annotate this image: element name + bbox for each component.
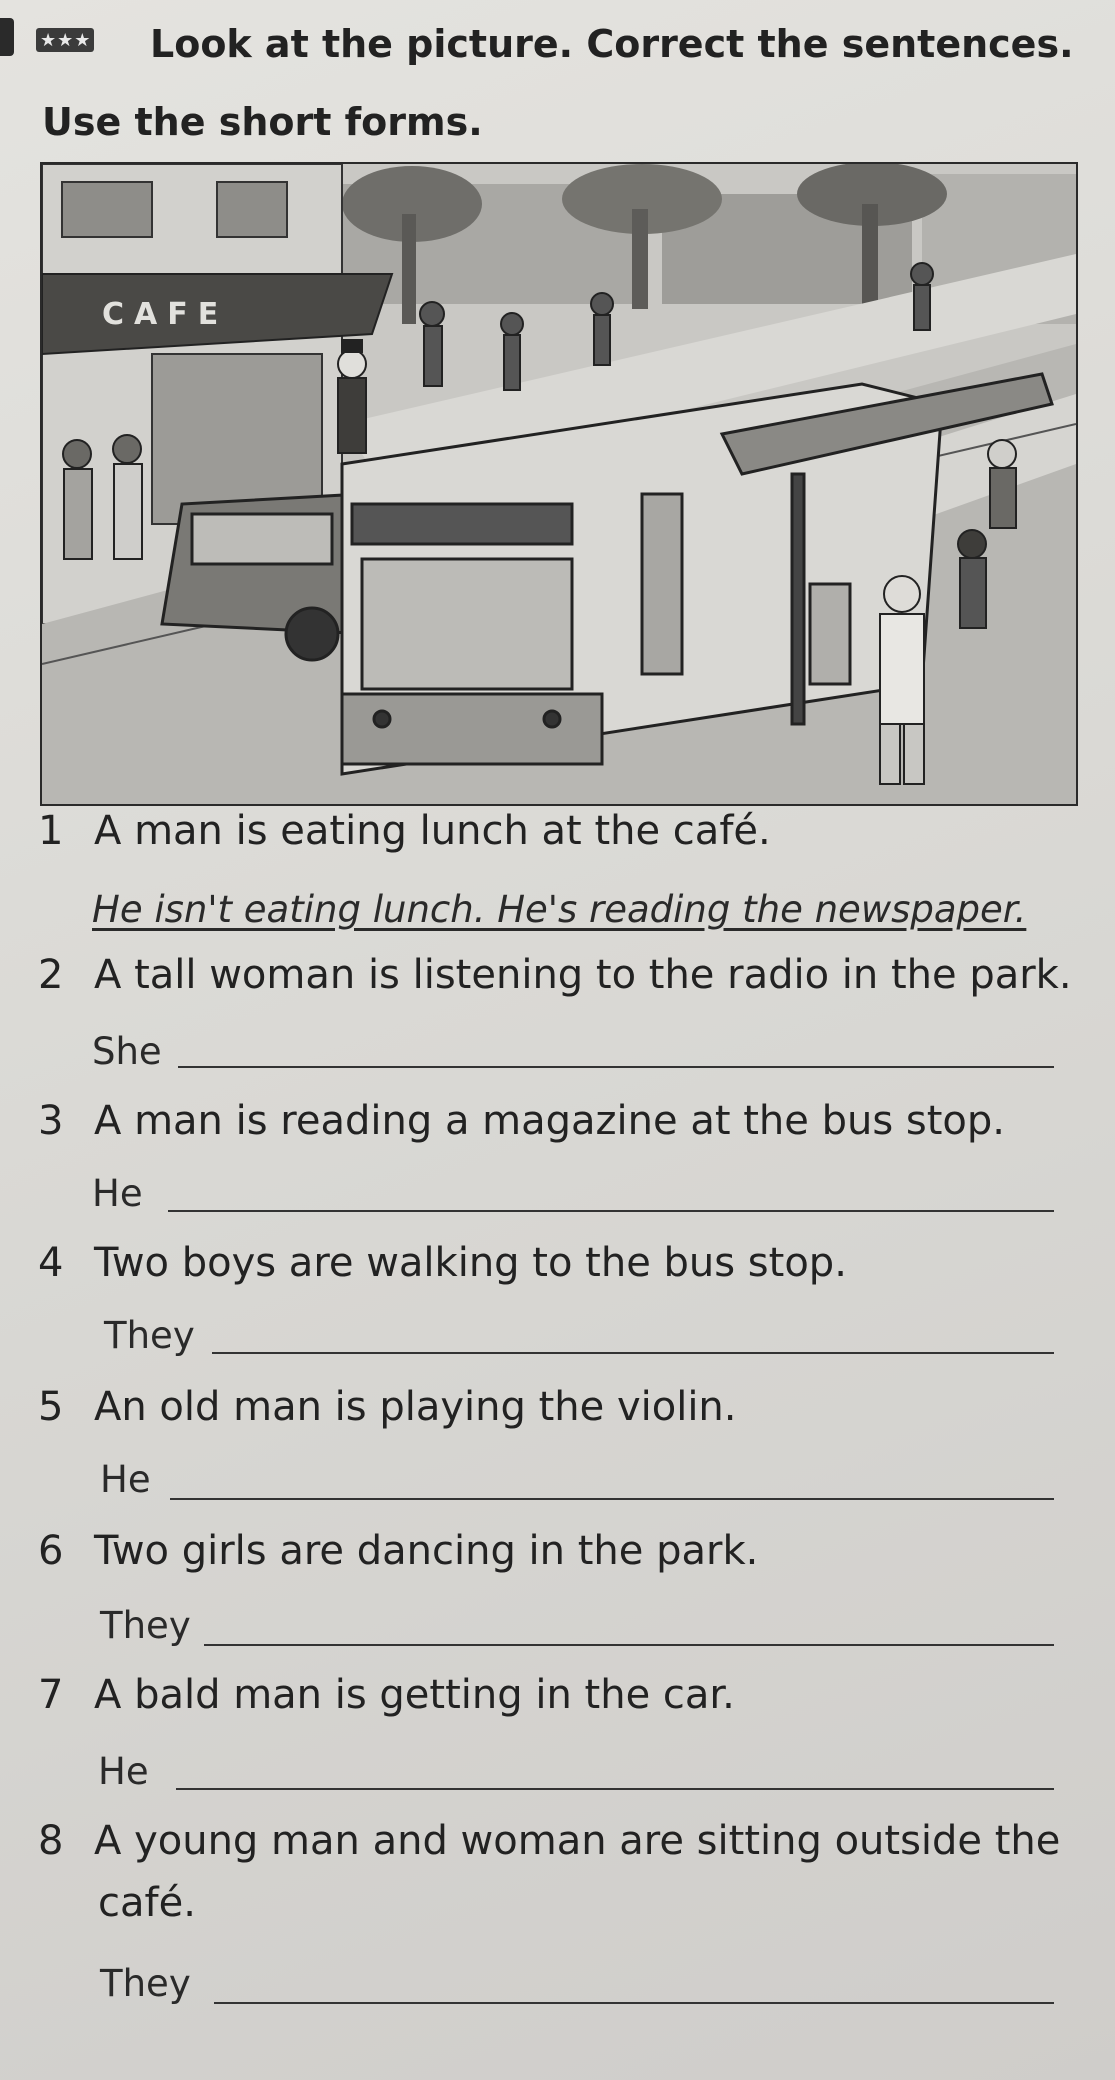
item-sentence: Two girls are dancing in the park. [94, 1528, 759, 1574]
exercise-item-3 [38, 1098, 1005, 1144]
exercise-item-1 [38, 808, 771, 854]
cafe-sign: CAFE [102, 297, 229, 332]
answer-starter: He [92, 1172, 143, 1215]
answer-blank-line[interactable] [176, 1788, 1054, 1790]
item-number: 2 [38, 952, 64, 998]
example-answer: He isn't eating lunch. He's reading the newspaper. [92, 888, 1027, 931]
exercise-item-8 [38, 1818, 1060, 1864]
star-icon: ★ [57, 30, 74, 50]
instruction-line-2: Use the short forms. [42, 100, 483, 144]
answer-blank-line[interactable] [204, 1644, 1054, 1646]
item-sentence: A man is reading a magazine at the bus stop. [94, 1098, 1005, 1144]
exercise-item-4 [38, 1240, 847, 1286]
item-number: 7 [38, 1672, 64, 1718]
item-number: 6 [38, 1528, 64, 1574]
item-sentence-line-2: café. [98, 1880, 196, 1926]
difficulty-stars [36, 28, 94, 52]
item-number: 8 [38, 1818, 64, 1864]
answer-starter: They [100, 1962, 191, 2005]
item-sentence: An old man is playing the violin. [94, 1384, 737, 1430]
item-number: 5 [38, 1384, 64, 1430]
exercise-item-5 [38, 1384, 737, 1430]
item-number: 4 [38, 1240, 64, 1286]
item-sentence-line-1: A young man and woman are sitting outside the [94, 1818, 1061, 1864]
answer-starter: They [100, 1604, 191, 1647]
exercise-item-7 [38, 1672, 735, 1718]
exercise-number-marker [0, 18, 14, 56]
answer-starter: They [104, 1314, 195, 1357]
answer-blank-line[interactable] [178, 1066, 1054, 1068]
answer-starter: She [92, 1030, 162, 1073]
exercise-item-2 [38, 952, 1072, 998]
item-sentence: A bald man is getting in the car. [94, 1672, 735, 1718]
star-icon: ★ [74, 30, 91, 50]
star-icon: ★ [40, 30, 57, 50]
exercise-item-6 [38, 1528, 758, 1574]
answer-blank-line[interactable] [168, 1210, 1054, 1212]
street-scene-illustration [40, 162, 1078, 806]
item-sentence: A tall woman is listening to the radio in the park. [94, 952, 1072, 998]
item-sentence: A man is eating lunch at the café. [94, 808, 771, 854]
item-number: 3 [38, 1098, 64, 1144]
answer-blank-line[interactable] [214, 2002, 1054, 2004]
item-number: 1 [38, 808, 64, 854]
answer-starter: He [100, 1458, 151, 1501]
answer-blank-line[interactable] [170, 1498, 1054, 1500]
item-sentence: Two boys are walking to the bus stop. [94, 1240, 847, 1286]
answer-blank-line[interactable] [212, 1352, 1054, 1354]
instruction-line-1: Look at the picture. Correct the sentences. [150, 22, 1074, 66]
answer-starter: He [98, 1750, 149, 1793]
